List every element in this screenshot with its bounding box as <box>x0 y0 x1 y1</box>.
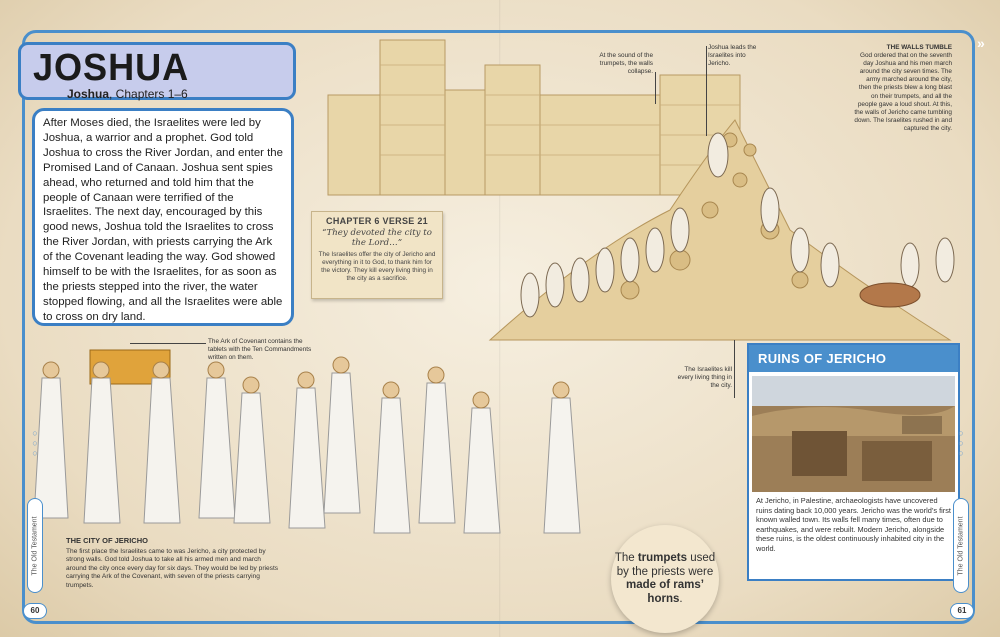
next-page-icon[interactable]: » <box>977 35 985 51</box>
title-panel <box>18 42 296 100</box>
ruins-heading: RUINS OF JERICHO <box>749 345 958 372</box>
fact-circle <box>611 525 719 633</box>
leader-line <box>734 340 735 398</box>
callout-kill: The Israelites kill every living thing in the city. <box>677 366 732 390</box>
city-of-jericho <box>66 537 281 591</box>
sidebar-tab-right: The Old Testament <box>953 498 969 593</box>
leader-line <box>706 46 707 136</box>
priests-illustration <box>32 338 612 538</box>
page-number-right: 61 <box>950 603 974 619</box>
ruins-photo <box>752 376 955 492</box>
sidebar-dots: ○ ○ ○ <box>958 428 964 458</box>
page-subtitle: Joshua, Chapters 1–6 <box>67 87 188 101</box>
verse-body: The Israelites offer the city of Jericho and everything in it to God, to thank him for the victory. They kill every living thing in the city as a sacrifice. <box>318 251 436 282</box>
fact-text: The trumpets used by the priests were made of rams’ horns. <box>614 552 716 605</box>
leader-line <box>130 343 206 344</box>
city-body: The first place the Israelites came to was Jericho, a city protected by strong walls. God told Joshua to take all his armed men and march around the city once every day for six days. They would be led by priests carrying the Ark of the Covenant, with seven of the priests carrying trumpets. <box>66 547 279 589</box>
ruins-panel <box>747 343 960 581</box>
city-heading: THE CITY OF JERICHO <box>66 536 148 545</box>
leader-line <box>655 72 656 104</box>
verse-panel <box>311 211 443 299</box>
callout-joshua-leads: Joshua leads the Israelites into Jericho. <box>708 44 757 68</box>
intro-text: After Moses died, the Israelites were led by Joshua, a warrior and a prophet. God told Joshua to cross the River Jordan, and enter the Promised Land of Canaan. Joshua sent spies ahead, who returned and told him that the people of Canaan were terrified of the Israelites. The next day, encouraged by this good news, Joshua told the Israelites to cross the River Jordan, with priests carrying the Ark of the Covenant leading the way. God showed himself to be with the Israelites, for as soon as the priests stepped into the river, the water stopped flowing, and all the Israelites were able to cross on dry land. <box>32 108 294 326</box>
page-number-left: 60 <box>23 603 47 619</box>
verse-heading: CHAPTER 6 VERSE 21 <box>326 216 428 226</box>
walls-tumble-callout <box>852 44 952 133</box>
sidebar-dots: ○ ○ ○ <box>32 428 38 458</box>
walls-tumble-heading: THE WALLS TUMBLE <box>886 44 952 51</box>
ruins-body: At Jericho, in Palestine, archaeologists have uncovered ruins dating back 10,000 years. Jericho was the world’s first known walled town. Its walls fell many times, often due to earthquakes, and were rebuilt. Modern Jericho, alongside these ruins, is the oldest continuously inhabited city in the world. <box>756 496 951 553</box>
sidebar-tab-left: The Old Testament <box>27 498 43 593</box>
verse-quote: “They devoted the city to the Lord…” <box>322 228 432 248</box>
callout-ark: The Ark of Covenant contains the tablets with the Ten Commandments written on them. <box>208 338 312 362</box>
walls-tumble-body: God ordered that on the seventh day Joshua and his men march around the city seven times. The army marched around the city, then the priests blew a long blast on their trumpets, and all the people gave a loud shout. At this, the walls of Jericho came tumbling down. The Israelites rushed in and captured the city. <box>854 52 952 132</box>
page-title: JOSHUA <box>33 47 190 89</box>
callout-trumpets-walls: At the sound of the trumpets, the walls collapse. <box>599 52 653 76</box>
